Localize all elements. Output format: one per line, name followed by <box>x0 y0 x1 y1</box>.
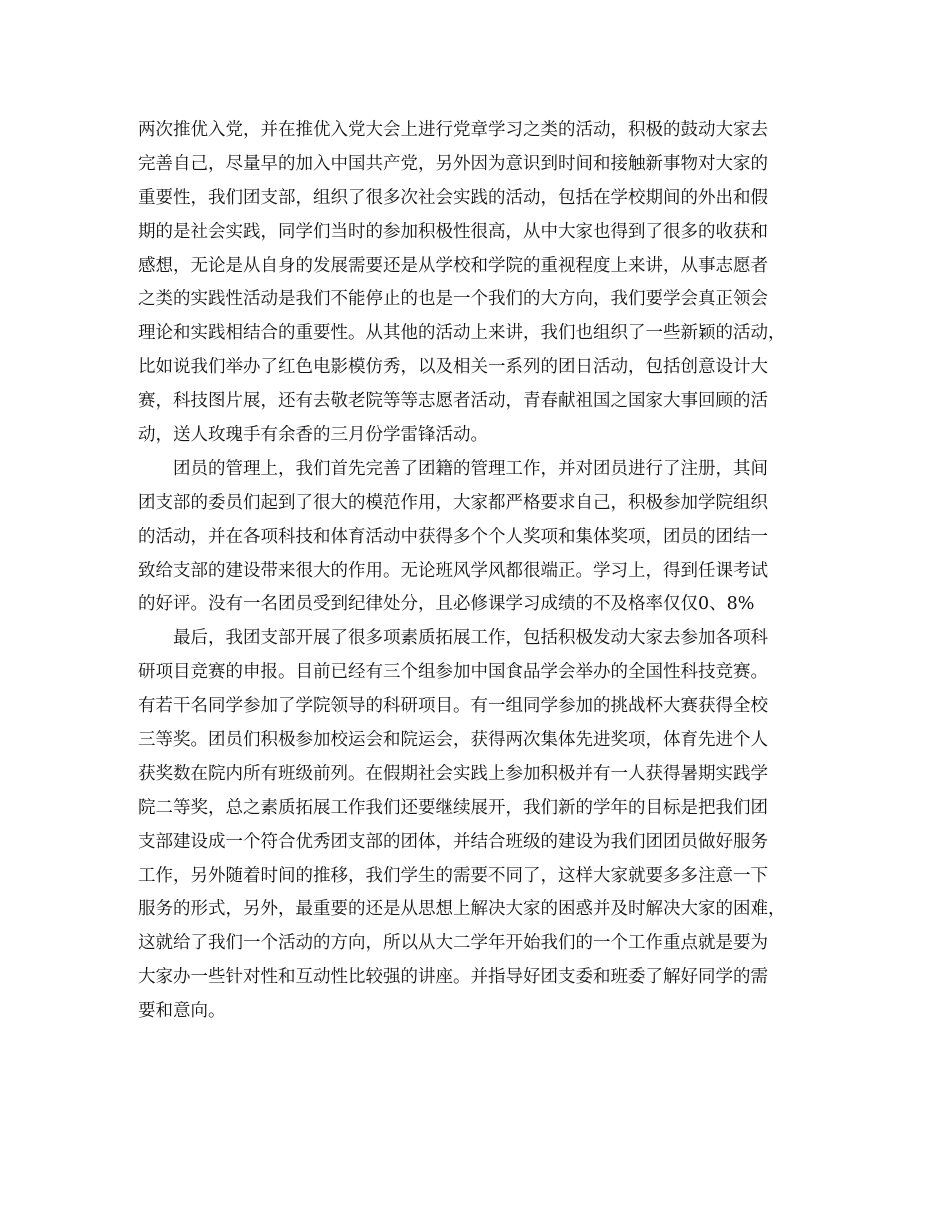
text-line: 研项目竞赛的申报。目前已经有三个组参加中国食品学会举办的全国性科技竞赛。 <box>138 662 768 683</box>
text-line: 支部建设成一个符合优秀团支部的团体，并结合班级的建设为我们团团员做好服务 <box>138 831 768 852</box>
text-line: 比如说我们举办了红色电影模仿秀，以及相关一系列的团日活动，包括创意设计大 <box>138 357 768 378</box>
text-line: 这就给了我们一个活动的方向，所以从大二学年开始我们的一个工作重点就是要为 <box>138 933 768 954</box>
text-line: 完善自己，尽量早的加入中国共产党，另外因为意识到时间和接触新事物对大家的 <box>138 153 768 174</box>
text-line: 理论和实践相结合的重要性。从其他的活动上来讲，我们也组织了一些新颖的活动， <box>138 323 786 344</box>
text-line: 大家办一些针对性和互动性比较强的讲座。并指导好团支委和班委了解好同学的需 <box>138 967 768 988</box>
document-body <box>138 114 828 1029</box>
text-line: 服务的形式，另外，最重要的还是从思想上解决大家的困惑并及时解决大家的困难， <box>138 899 786 920</box>
paragraph-first-line: 最后，我团支部开展了很多项素质拓展工作，包括积极发动大家去参加各项科 <box>173 628 768 649</box>
text-line: 团支部的委员们起到了很大的模范作用，大家都严格要求自己，积极参加学院组织 <box>138 492 768 513</box>
text-line: 三等奖。团员们积极参加校运会和院运会，获得两次集体先进奖项，体育先进个人 <box>138 730 768 751</box>
text-line: 的活动，并在各项科技和体育活动中获得多个个人奖项和集体奖项，团员的团结一 <box>138 526 768 547</box>
text-line: 重要性，我们团支部，组织了很多次社会实践的活动，包括在学校期间的外出和假 <box>138 187 768 208</box>
text-line: 要和意向。 <box>138 1001 226 1022</box>
text-line: 两次推优入党，并在推优入党大会上进行党章学习之类的活动，积极的鼓动大家去 <box>138 120 768 140</box>
text-line: 院二等奖，总之素质拓展工作我们还要继续展开，我们新的学年的目标是把我们团 <box>138 797 768 818</box>
text-line: 感想，无论是从自身的发展需要还是从学校和学院的重视程度上来讲，从事志愿者 <box>138 255 768 276</box>
text-line: 获奖数在院内所有班级前列。在假期社会实践上参加积极并有一人获得暑期实践学 <box>138 763 768 784</box>
text-line: 致给支部的建设带来很大的作用。无论班风学风都很端正。学习上，得到任课考试 <box>138 560 768 581</box>
paragraph-first-line: 团员的管理上，我们首先完善了团籍的管理工作，并对团员进行了注册，其间 <box>173 458 768 479</box>
text-line: 工作，另外随着时间的推移，我们学生的需要不同了，这样大家就要多多注意一下 <box>138 865 768 886</box>
text-line: 赛，科技图片展，还有去敬老院等等志愿者活动，青春献祖国之国家大事回顾的活 <box>138 391 768 412</box>
text-line: 动，送人玫瑰手有余香的三月份学雷锋活动。 <box>138 425 488 446</box>
text-line: 之类的实践性活动是我们不能停止的也是一个我们的大方向，我们要学会真正领会 <box>138 289 768 310</box>
text-line: 的好评。没有一名团员受到纪律处分，且必修课学习成绩的不及格率仅仅0、8% <box>138 594 755 615</box>
text-line: 有若干名同学参加了学院领导的科研项目。有一组同学参加的挑战杯大赛获得全校 <box>138 696 768 717</box>
text-line: 期的是社会实践，同学们当时的参加积极性很高，从中大家也得到了很多的收获和 <box>138 221 768 242</box>
